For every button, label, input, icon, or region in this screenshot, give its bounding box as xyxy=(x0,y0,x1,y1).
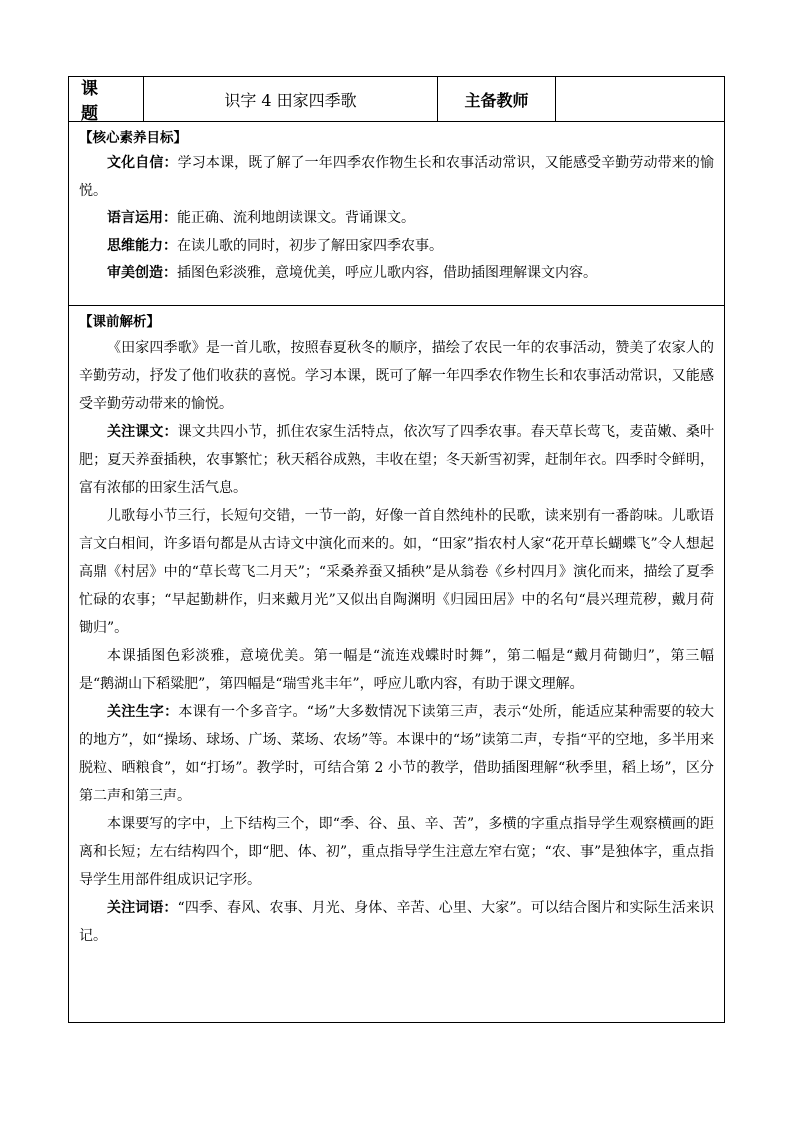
goal-text: 插图色彩淡雅，意境优美，呼应儿歌内容，借助插图理解课文内容。 xyxy=(177,265,597,282)
teacher-label: 主备教师 xyxy=(438,77,556,121)
goal-lead: 审美创造： xyxy=(107,265,177,282)
core-goals-title: 【核心素养目标】 xyxy=(79,130,187,146)
goal-text: 学习本课，既了解了一年四季农作物生长和农事活动常识，又能感受辛勤劳动带来的愉悦。 xyxy=(79,155,715,199)
goal-item xyxy=(79,150,714,205)
paragraph-text: 本课有一个多音字。“场”大多数情况下读第三声，表示“处所，能适应某种需要的较大的地方”，如“操场、球场、广场、菜场、农场”等。本课中的“场”读第二声，专指“平的空地，多半用来脱粒、晒粮食”，如“打场”。教学时，可结合第 2 小节的教学，借助插图理解“秋季里，稻上场”，区分第二声和第三声。 xyxy=(79,704,714,804)
analysis-paragraph xyxy=(79,334,714,418)
paragraph-text: 课文共四小节，抓住农家生活特点，依次写了四季农事。春天草长莺飞，麦苗嫩、桑叶肥；夏天养蚕插秧，农事繁忙；秋天稻谷成熟，丰收在望；冬天新雪初霁，赶制年衣。四季时令鲜明，富有浓郁的田家生活气息。 xyxy=(79,424,715,496)
analysis-paragraph xyxy=(79,502,714,642)
goal-lead: 文化自信： xyxy=(107,155,178,171)
analysis-title: 【课前解析】 xyxy=(79,314,160,330)
teacher-value xyxy=(556,77,724,121)
analysis-paragraph xyxy=(79,698,714,810)
goal-lead: 思维能力： xyxy=(107,237,177,254)
goal-lead: 语言运用： xyxy=(107,210,177,227)
topic-value: 识字 4 田家四季歌 xyxy=(144,77,438,121)
goal-item xyxy=(79,233,714,261)
paragraph-lead: 关注生字： xyxy=(107,704,179,720)
goal-text: 能正确、流利地朗读课文。背诵课文。 xyxy=(177,210,415,227)
header-row xyxy=(69,77,724,122)
paragraph-text: 本课要写的字中，上下结构三个，即“季、谷、虽、辛、苦”，多横的字重点指导学生观察横画的距离和长短；左右结构四个，即“肥、体、初”，重点指导学生注意左窄右宽；“农、事”是独体字，重点指导学生用部件组成识记字形。 xyxy=(79,816,714,888)
core-goals-section xyxy=(69,122,724,306)
goal-item xyxy=(79,205,714,233)
paragraph-text: 《田家四季歌》是一首儿歌，按照春夏秋冬的顺序，描绘了农民一年的农事活动，赞美了农家人的辛勤劳动，抒发了他们收获的喜悦。学习本课，既可了解一年四季农作物生长和农事活动常识，又能感受辛勤劳动带来的愉悦。 xyxy=(79,340,714,412)
paragraph-lead: 关注课文： xyxy=(107,424,178,440)
goal-item xyxy=(79,260,714,288)
lesson-plan-table xyxy=(68,76,725,1023)
paragraph-text: 儿歌每小节三行，长短句交错，一节一韵，好像一首自然纯朴的民歌，读来别有一番韵味。儿歌语言文白相间，许多语句都是从古诗文中演化而来的。如，“田家”指农村人家“花开草长蝴蝶飞”令人想起高鼎《村居》中的“草长莺飞二月天”；“采桑养蚕又插秧”是从翁卷《乡村四月》演化而来，描绘了夏季忙碌的农事；“早起勤耕作，归来戴月光”又似出自陶渊明《归园田居》中的名句“晨兴理荒秽，戴月荷锄归”。 xyxy=(79,508,714,636)
analysis-paragraph xyxy=(79,810,714,894)
analysis-paragraph xyxy=(79,642,714,698)
paragraph-lead: 关注词语： xyxy=(107,900,178,916)
topic-label: 课 题 xyxy=(69,77,144,121)
paragraph-text: 本课插图色彩淡雅，意境优美。第一幅是“流连戏蝶时时舞”，第二幅是“戴月荷锄归”，第三幅是“鹅湖山下稻粱肥”，第四幅是“瑞雪兆丰年”，呼应儿歌内容，有助于课文理解。 xyxy=(79,648,714,692)
analysis-paragraph xyxy=(79,418,714,502)
goal-text: 在读儿歌的同时，初步了解田家四季农事。 xyxy=(177,237,443,254)
analysis-paragraph xyxy=(79,894,714,950)
paragraph-text: “四季、春风、农事、月光、身体、辛苦、心里、大家”。可以结合图片和实际生活来识记。 xyxy=(79,900,715,944)
analysis-section xyxy=(69,306,724,950)
